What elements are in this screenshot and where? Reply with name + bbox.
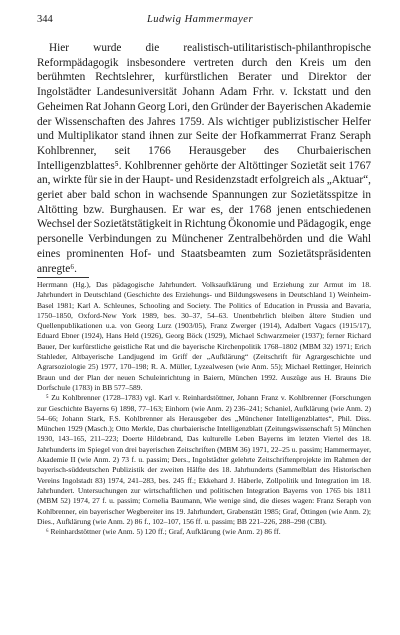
- footnote-5: ⁵ Zu Kohlbrenner (1728–1783) vgl. Karl v. Reinhardstöttner, Johann Franz v. Kohlbrenner (Forschungen zur Geschichte Bayerns 6) 1898, 77–163; Einhorn (wie Anm. 2) 236–241; Schaniel, Aufklärung (wie Anm. 2) 54–66; Johann Stark, F.S. Kohlbrenner als Herausgeber des „Münchener Intelligenzblattes“, Phil. Diss. München 1929 (Masch.); Otto Merkle, Das churbaierische Intelligenzblatt (Zeitungswissenschaft 5) München 1930, 143–165, 211–223; Doerte Hildebrand, Das kulturelle Leben Bayerns im letzten Viertel des 18. Jahrhunderts im Spiegel von drei bayerischen Zeitschriften (MBM 36) 1971, 22–25 u. passim; Hammermayer, Akademie II (wie Anm. 2) 73 f. u. passim; Ders., Ingolstädter gelehrte Zeitschriftenprojekte im Rahmen der bayerisch-süddeutschen Publizistik der zweiten Hälfte des 18. Jahrhunderts (Sammelblatt des Historischen Vereins Ingolstadt 83) 1974, 241–283, bes. 245 ff.; Ekkehard J. Häberle, Zollpolitik und Integration im 18. Jahrhundert. Untersuchungen zur wirtschaftlichen und politischen Integration Bayerns von 1765 bis 1811 (MBM 52) 1974, 27 f. u. passim; Cornelia Baumann, Wie wenige sind, die dieses wagen: Franz Seraph von Kohlbrenner, ein bayerischer Wegbereiter ins 19. Jahrhundert, Grabenstätt 1985; Graf, Öttingen (wie Anm. 2); Dies., Aufklärung (wie Anm. 2) 86 f., 102–107, 156 ff. u. passim; BB 221–226, 288–298 (CBI).: [37, 393, 371, 526]
- footnote-continuation: Herrmann (Hg.), Das pädagogische Jahrhundert. Volksaufklärung und Erziehung zur Armut im 18. Jahrhundert in Deutschland (Geschichte des Erziehungs- und Bildungswesens in Deutschland 1) Weinheim-Basel 1981; Karl A. Schleunes, Schooling and Society. The Politics of Education in Prussia and Bavaria, 1750–1850, Oxford-New York 1989, bes. 30–37, 54–63. Unentbehrlich bleiben ältere Studien und Quellenpublikationen u.a. von Georg Lurz (1903/05), Franz Zwerger (1914), Adalbert Vagacs (1915/17), Eduard Ebner (1924), Hans Held (1926), Georg Böck (1929), Michael Schwarzmeier (1937); ferner Richard Bauer, Der kurfürstliche geistliche Rat und die bayerische Kirchenpolitik 1768–1802 (MBM 32) 1971; Erich Stahleder, Altbayerische Landjugend im Griff der „Aufklärung“ (Zeitschrift für Agrargeschichte und Agrarsoziologie 25) 1977, 170–198; R. A. Müller, Lyzealwesen (wie Anm. 55); Michael Rettinger, Heinrich Braun und der Plan der neuen Schuleinrichtung in Baiern, München 1992. Auszüge aus H. Brauns Die Dorfschule (1783) in BB 577–589.: [37, 280, 371, 392]
- footnotes: [37, 280, 371, 537]
- page-number: 344: [37, 14, 53, 25]
- running-header-author: Ludwig Hammermayer: [146, 14, 254, 25]
- footnote-separator: [37, 277, 89, 278]
- footnote-6: ⁶ Reinhardstöttner (wie Anm. 5) 120 ff.; Graf, Aufklärung (wie Anm. 2) 86 ff.: [46, 527, 281, 537]
- main-text: [37, 41, 371, 276]
- body-paragraph: Hier wurde die realistisch-utilitaristisch-philanthropische Reformpädagogik insbesondere vertreten durch den Kreis um den berühmten Rechtslehrer, kurfürstlichen Berater und Direktor der Ingolstädter Landesuniversität Johann Adam Frhr. v. Ickstatt und den Geheimen Rat Johann Georg Lori, den Gründer der Bayerischen Akademie der Wissenschaften des Jahres 1759. Als wichtiger publizistischer Helfer und Multiplikator stand ihnen zur Seite der Hofkammerrat Franz Seraph Kohlbrenner, seit 1766 Herausgeber des Churbaierischen Intelligenzblattes⁵. Kohlbrenner gehörte der Altöttinger Sozietät seit 1767 an, wirkte für sie in der Haupt- und Residenzstadt erfolgreich als „Aktuar“, geriet aber bald schon in wachsende Spannungen zur Sozietätsspitze in Altötting bzw. Burghausen. Er war es, der 1768 jenen entschiedenen Wechsel der Sozietätstätigkeit in Richtung Ökonomie und Pädagogik, enge personelle Verbindungen zu Münchener Zentralbehörden und die Wahl eines prominenten Hof- und Staatsbeamten zum Sozietätspräsidenten anregte⁶.: [37, 42, 371, 275]
